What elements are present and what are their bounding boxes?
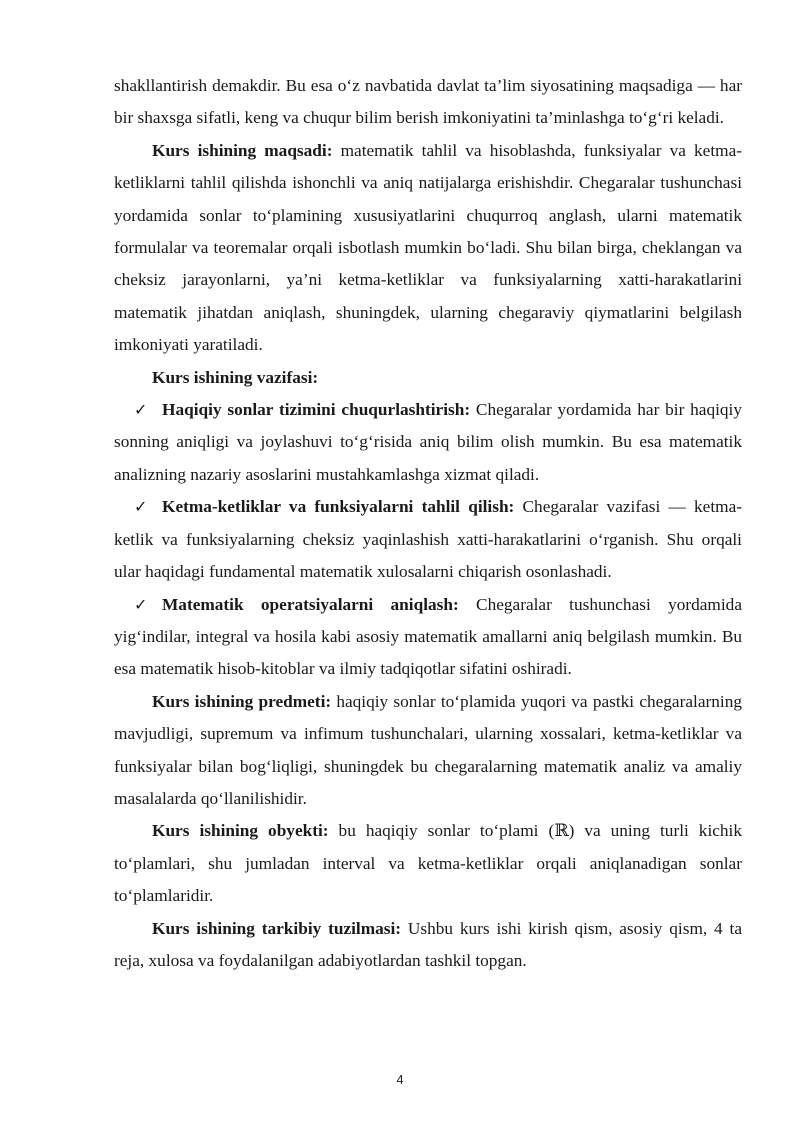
tasks-heading	[114, 362, 742, 394]
task-item-text: Chegaralar tushunchasi yordamida yig‘indilar, integral va hosila kabi asosiy matematik amallarni aniq belgilash mumkin. Bu esa matematik hisob-kitoblar va ilmiy tadqiqotlar sifatini oshiradi.	[114, 594, 742, 679]
structure-paragraph	[114, 913, 742, 978]
checkmark-icon: ✓	[134, 400, 148, 420]
task-item	[114, 589, 742, 686]
structure-text: Ushbu kurs ishi kirish qism, asosiy qism, 4 ta reja, xulosa va foydalanilgan adabiyotlardan tashkil topgan.	[114, 918, 743, 970]
goal-text: matematik tahlil va hisoblashda, funksiyalar va ketma-ketliklarni tahlil qilishda ishonchli va aniq natijalarga erishishdir. Chegaralar tushunchasi yordamida sonlar to‘plamining xususiyatlarini chuqurroq anglash, ularni matematik formulalar va teoremalar orqali isbotlash mumkin bo‘ladi. Shu bilan birga, cheklangan va cheksiz jarayonlarni, ya’ni ketma-ketliklar va funksiyalarning xatti-harakatlarini matematik jihatdan aniqlash, shuningdek, ularning chegaraviy qiymatlarini belgilash imkoniyati yaratiladi.	[114, 140, 742, 355]
subject-paragraph	[114, 686, 742, 816]
task-item	[114, 394, 742, 491]
task-item-label: Matematik operatsiyalarni aniqlash:	[162, 594, 459, 614]
task-item-label: Haqiqiy sonlar tizimini chuqurlashtirish:	[162, 400, 471, 420]
object-paragraph	[114, 815, 742, 912]
subject-text: haqiqiy sonlar to‘plamida yuqori va pastki chegaralarning mavjudligi, supremum va infimum tushunchalari, ularning xossalari, ketma-ketliklar va funksiyalar bilan bog‘liqligi, shuningdek bu chegaralarning matematik analiz va amaliy masalalarda qo‘llanilishidir.	[114, 691, 742, 808]
task-item-text: Chegaralar vazifasi — ketma-ketlik va funksiyalarning cheksiz yaqinlashish xatti-harakatlarini o‘rganish. Shu orqali ular haqidagi fundamental matematik xulosalarni chiqarish osonlashadi.	[114, 497, 742, 582]
goal-label: Kurs ishining maqsadi:	[152, 140, 333, 160]
intro-paragraph: shakllantirish demakdir. Bu esa o‘z navbatida davlat ta’lim siyosatining maqsadiga — har bir shaxsga sifatli, keng va chuqur bilim berish imkoniyatini ta’minlashga to‘g‘ri keladi.	[114, 76, 742, 128]
task-item-label: Ketma-ketliklar va funksiyalarni tahlil qilish:	[162, 497, 515, 517]
checkmark-icon: ✓	[134, 497, 148, 517]
tasks-label: Kurs ishining vazifasi:	[152, 367, 319, 387]
object-label: Kurs ishining obyekti:	[152, 821, 329, 841]
checkmark-icon: ✓	[134, 594, 148, 614]
task-item	[114, 491, 742, 588]
goal-paragraph	[114, 135, 742, 362]
page-number: 4	[396, 1072, 404, 1087]
object-text: bu haqiqiy sonlar to‘plami (ℝ) va uning turli kichik to‘plamlari, shu jumladan interval va ketma-ketliklar orqali aniqlanadigan sonlar to‘plamlaridir.	[114, 821, 742, 906]
structure-label: Kurs ishining tarkibiy tuzilmasi:	[152, 918, 402, 938]
subject-label: Kurs ishining predmeti:	[152, 691, 332, 711]
task-item-text: Chegaralar yordamida har bir haqiqiy sonning aniqligi va joylashuvi to‘g‘risida aniq bilim olish mumkin. Bu esa matematik analizning nazariy asoslarini mustahkamlashga xizmat qiladi.	[114, 400, 742, 484]
